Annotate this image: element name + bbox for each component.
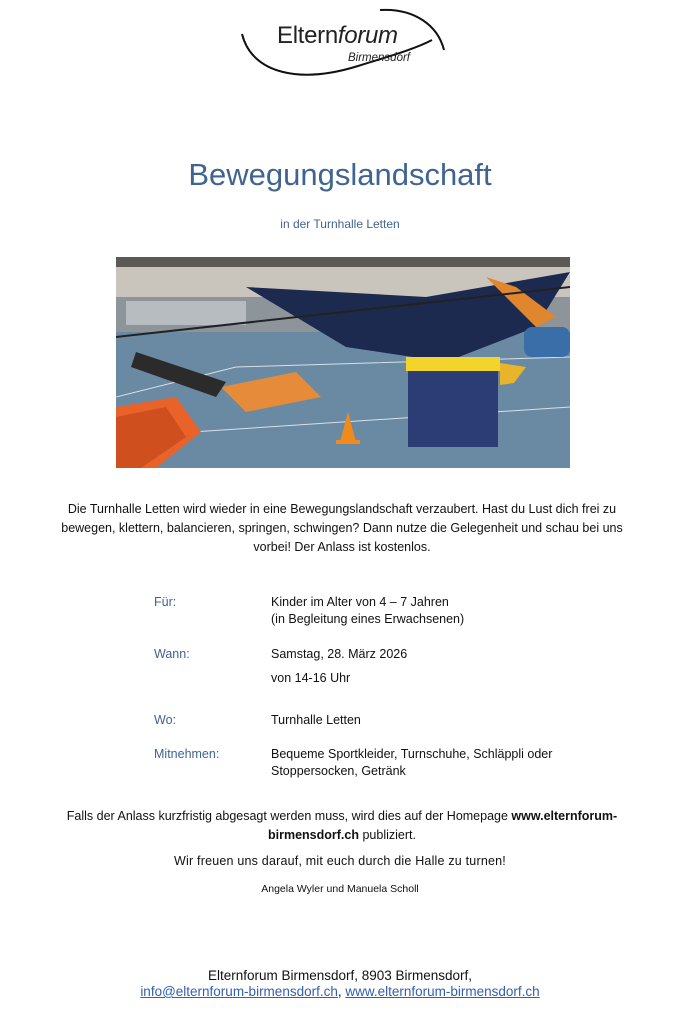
detail-label-mitnehmen: Mitnehmen: bbox=[154, 747, 220, 761]
detail-value-wann: Samstag, 28. März 2026 von 14-16 Uhr bbox=[271, 647, 408, 685]
page-subtitle: in der Turnhalle Letten bbox=[280, 217, 400, 231]
signature: Angela Wyler und Manuela Scholl bbox=[261, 883, 419, 895]
logo-brand: Elternforum bbox=[277, 22, 398, 49]
gym-photo bbox=[116, 257, 570, 468]
detail-value-mitnehmen: Bequeme Sportkleider, Turnschuhe, Schläppli oder Stoppersocken, Getränk bbox=[271, 747, 553, 778]
thanks-text: Wir freuen uns darauf, mit euch durch die Halle zu turnen! bbox=[174, 854, 506, 868]
detail-value-fuer: Kinder im Alter von 4 – 7 Jahren (in Begleitung eines Erwachsenen) bbox=[271, 595, 465, 626]
footer-address: Elternforum Birmensdorf, 8903 Birmensdorf, bbox=[207, 968, 473, 983]
intro-text: Die Turnhalle Letten wird wieder in eine Bewegungslandschaft verzaubert. Hast du Lust dich frei zu bewegen, klettern, balancieren, springen, schwingen? Dann nutze die Gelegenheit und schau bei uns vorbei! Der Anlass ist kostenlos. bbox=[61, 502, 623, 554]
page-title: Bewegungslandschaft bbox=[188, 157, 492, 192]
footer: Elternforum Birmensdorf, 8903 Birmensdorf, info@elternforum-birmensdorf.ch, www.elternforum-birmensdorf.ch bbox=[0, 968, 680, 1000]
homepage-link[interactable]: www.elternforum-birmensdorf.ch bbox=[268, 809, 618, 842]
logo-location: Birmensdorf bbox=[348, 52, 410, 64]
elternforum-logo bbox=[240, 4, 450, 78]
detail-label-wo: Wo: bbox=[154, 713, 176, 727]
detail-label-wann: Wann: bbox=[154, 647, 190, 661]
footer-email-link[interactable]: info@elternforum-birmensdorf.ch bbox=[140, 984, 338, 999]
detail-label-fuer: Für: bbox=[154, 595, 177, 609]
detail-value-wo: Turnhalle Letten bbox=[271, 713, 361, 727]
cancellation-notice: Falls der Anlass kurzfristig abgesagt werden muss, wird dies auf der Homepage www.elternforum-birmensdorf.ch publiziert. bbox=[66, 809, 618, 842]
footer-website-link[interactable]: www.elternforum-birmensdorf.ch bbox=[345, 984, 540, 999]
